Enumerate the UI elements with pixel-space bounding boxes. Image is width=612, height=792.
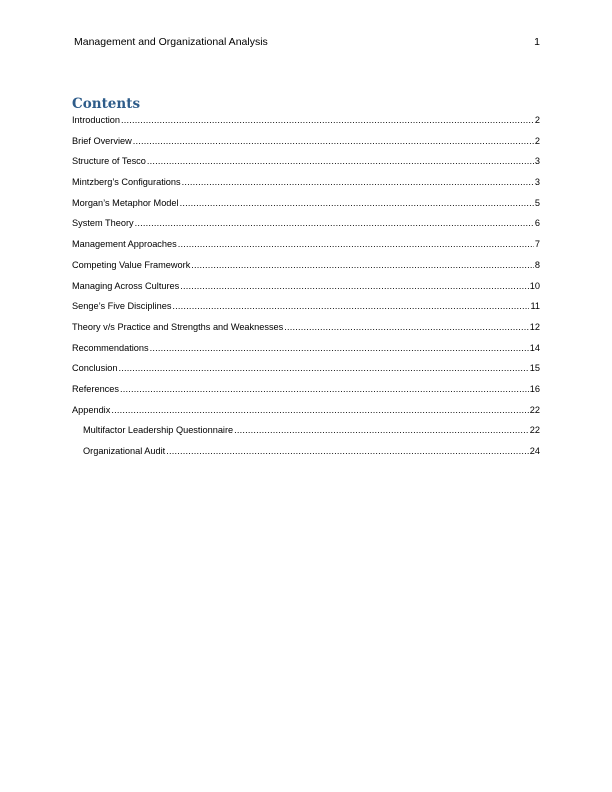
toc-entry[interactable] [72,300,540,321]
dot-leader [182,176,534,188]
running-head-title: Management and Organizational Analysis [74,36,268,48]
dot-leader [172,300,529,312]
toc-entry-label: Brief Overview [72,135,132,146]
dot-leader [166,445,529,457]
page-number: 1 [534,36,540,48]
toc-entry-page: 10 [529,280,540,291]
toc-entry[interactable] [72,321,540,342]
toc-subentry[interactable] [72,445,540,466]
toc-entry-page: 22 [529,404,540,415]
dot-leader [234,424,529,436]
dot-leader [284,321,529,333]
toc-entry-label: Organizational Audit [83,446,166,456]
toc-entry-page: 12 [529,321,540,332]
toc-entry-page: 22 [529,425,540,436]
toc-entry-label: Conclusion [72,363,118,374]
dot-leader [121,114,534,126]
toc-entry-page: 3 [534,156,540,167]
toc-entry-page: 2 [534,135,540,146]
page-header [74,36,540,48]
toc-entry-page: 5 [534,197,540,208]
toc-entry[interactable] [72,362,540,383]
toc-entry[interactable] [72,404,540,425]
dot-leader [180,197,534,209]
toc-entry-label: Structure of Tesco [72,156,146,167]
dot-leader [120,383,529,395]
toc-entry-label: Competing Value Framework [72,259,191,270]
toc-entry[interactable] [72,114,540,135]
toc-entry-label: System Theory [72,218,134,229]
toc-entry-label: Mintzberg’s Configurations [72,177,181,188]
toc-entry-page: 7 [534,239,540,250]
dot-leader [118,362,528,374]
toc-entry-page: 24 [529,446,540,456]
toc-entry[interactable] [72,259,540,280]
toc-entry-label: Managing Across Cultures [72,280,180,291]
toc-entry-page: 15 [529,363,540,374]
toc-entry[interactable] [72,280,540,301]
toc-entry-label: Multifactor Leadership Questionnaire [83,425,234,436]
toc-entry[interactable] [72,217,540,238]
toc-entry[interactable] [72,383,540,404]
toc-entry-page: 8 [534,259,540,270]
toc-entry-page: 2 [534,115,540,125]
toc-entry-label: Morgan’s Metaphor Model [72,197,179,208]
toc-entry-label: References [72,383,119,394]
toc-entry-page: 16 [529,383,540,394]
dot-leader [147,155,534,167]
toc-entry-page: 6 [534,218,540,229]
toc-subentry[interactable] [72,424,540,445]
toc-entry[interactable] [72,342,540,363]
dot-leader [135,217,534,229]
toc-entry[interactable] [72,176,540,197]
toc-entry-page: 11 [530,301,540,312]
toc-entry-page: 14 [529,342,540,353]
toc-entry-label: Theory v/s Practice and Strengths and Weaknesses [72,321,284,332]
toc-entry[interactable] [72,238,540,259]
toc-entry-label: Introduction [72,115,121,125]
dot-leader [150,342,529,354]
toc-heading: Contents [72,96,141,112]
dot-leader [111,404,528,416]
toc-entry[interactable] [72,197,540,218]
toc-entry-label: Management Approaches [72,239,177,250]
dot-leader [133,135,534,147]
toc-entry[interactable] [72,155,540,176]
dot-leader [178,238,534,250]
toc-entry-label: Appendix [72,404,111,415]
toc-entry[interactable] [72,135,540,156]
table-of-contents [72,114,540,466]
dot-leader [191,259,534,271]
dot-leader [180,280,529,292]
toc-entry-page: 3 [534,177,540,188]
toc-entry-label: Recommendations [72,342,149,353]
toc-entry-label: Senge’s Five Disciplines [72,301,172,312]
